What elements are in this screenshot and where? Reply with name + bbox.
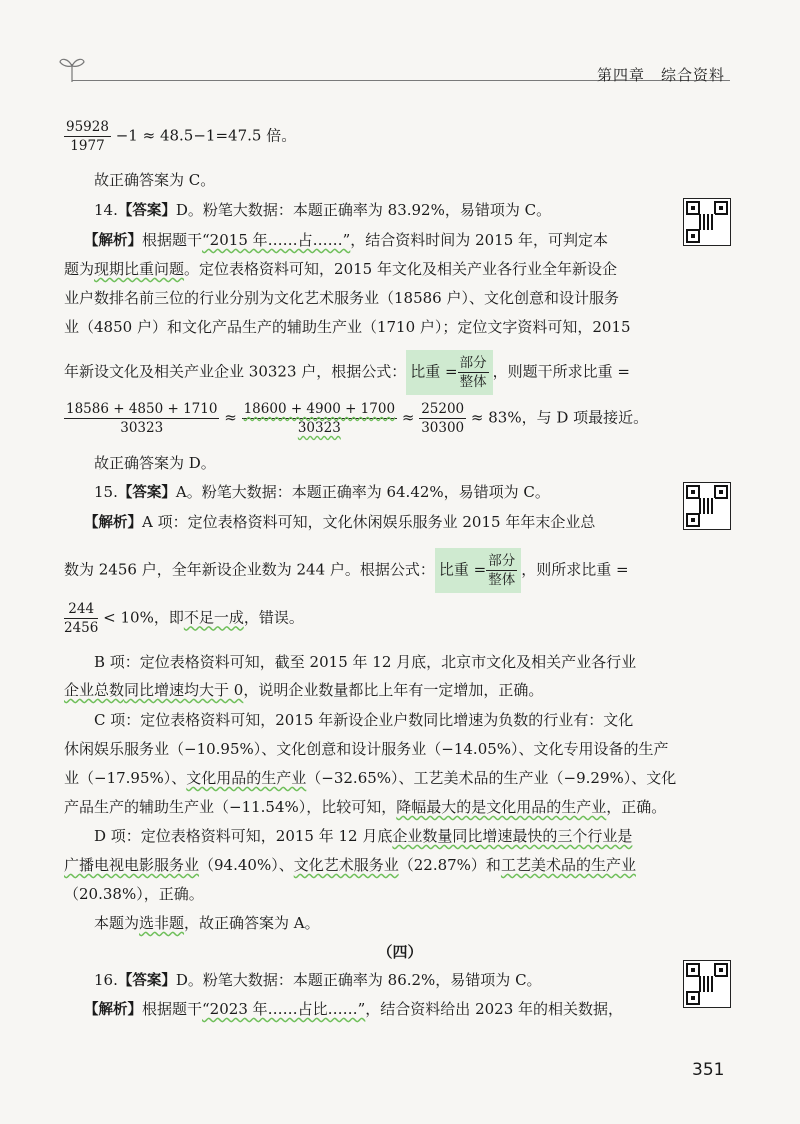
text-line: 企业总数同比增速均大于 0，说明企业数量都比上年有一定增加，正确。: [64, 681, 544, 699]
formula-line: $\frac{18586 + 4850 + 1710}{30323}$ ≈ $\frac{18600 + 4900 + 1700}{30323}$ ≈ $\frac{25200}{30300}$ ≈ 83%，与 D 项最接近。: [66, 401, 649, 436]
text-line: 业户数排名前三位的行业分别为文化艺术服务业（18586 户）、文化创意和设计服务: [64, 289, 619, 307]
text-line: 故正确答案为 C。: [94, 171, 216, 189]
text-line: 【解析】根据题干“2015 年……占……”，结合资料时间为 2015 年，可判定本: [84, 231, 609, 249]
text-line: 产品生产的辅助生产业（−11.54%），比较可知，降幅最大的是文化用品的生产业，正确。: [64, 798, 667, 816]
text-line: 【解析】根据题干“2023 年……占比……”，结合资料给出 2023 年的相关数据，: [84, 1000, 624, 1018]
text-line: 题为现期比重问题。定位表格资料可知，2015 年文化及相关产业各行业全年新设企: [64, 260, 617, 278]
text-line: 休闲娱乐服务业（−10.95%）、文化创意和设计服务业（−14.05%）、文化专用设备的生产: [64, 740, 669, 758]
page-number: 351: [692, 1060, 725, 1080]
text-line: 数为 2456 户，全年新设企业数为 244 户。根据公式： 比重 = $\frac{\text{部分}}{\text{整体}}$ ，则所求比重 =: [64, 548, 629, 593]
text-line: 广播电视电影服务业（94.40%）、文化艺术服务业（22.87%）和工艺美术品的生产业: [64, 856, 636, 874]
chapter-title: 第四章 综合资料: [597, 66, 726, 84]
formula-highlight: 比重 = $\frac{\text{部分}}{\text{整体}}$: [406, 350, 492, 395]
text-line: （20.38%），正确。: [64, 885, 204, 903]
fraction: $\frac{18600 + 4900 + 1700}{30323}$: [243, 401, 396, 436]
question-15-header: 15.【答案】A。粉笔大数据：本题正确率为 64.42%，易错项为 C。: [94, 483, 550, 501]
text-span: −1 ≈ 48.5−1=47.5 倍。: [115, 126, 297, 145]
qr-code-icon[interactable]: [683, 960, 731, 1008]
text-line: C 项：定位表格资料可知，2015 年新设企业户数同比增速为负数的行业有：文化: [94, 711, 634, 729]
text-line: 本题为选非题，故正确答案为 A。: [94, 914, 320, 932]
formula-highlight: 比重 = $\frac{\text{部分}}{\text{整体}}$: [435, 548, 521, 593]
text-line: 故正确答案为 D。: [94, 454, 216, 472]
fraction: $\frac{244}{2456}$: [64, 601, 99, 636]
fraction: $\frac{25200}{30300}$: [421, 401, 465, 436]
text-line: [64, 118, 296, 155]
qr-code-icon[interactable]: [683, 198, 731, 246]
text-line: D 项：定位表格资料可知，2015 年 12 月底企业数量同比增速最快的三个行业是: [94, 827, 633, 845]
question-16-header: 16.【答案】D。粉笔大数据：本题正确率为 86.2%，易错项为 C。: [94, 971, 542, 989]
text-line: B 项：定位表格资料可知，截至 2015 年 12 月底，北京市文化及相关产业各行业: [94, 653, 637, 671]
question-14-header: 14.【答案】D。粉笔大数据：本题正确率为 83.92%，易错项为 C。: [94, 201, 552, 219]
text-line: 年新设文化及相关产业企业 30323 户，根据公式： 比重 = $\frac{\text{部分}}{\text{整体}}$ ，则题干所求比重 =: [64, 350, 630, 395]
text-line: 业（−17.95%）、文化用品的生产业（−32.65%）、工艺美术品的生产业（−9.29%）、文化: [64, 769, 677, 787]
qr-code-icon[interactable]: [683, 482, 731, 530]
text-line: 业（4850 户）和文化产品生产的辅助生产业（1710 户）；定位文字资料可知，2015: [64, 318, 631, 336]
header-rule: [72, 80, 592, 81]
text-line: 【解析】A 项：定位表格资料可知，文化休闲娱乐服务业 2015 年年末企业总: [84, 513, 596, 531]
section-heading: （四）: [377, 943, 423, 961]
fraction: $\frac{95928}{1977}$: [66, 119, 109, 154]
fraction: $\frac{18586 + 4850 + 1710}{30323}$: [66, 401, 218, 436]
formula-line: $\frac{244}{2456}$ < 10%，即不足一成，错误。: [64, 601, 304, 636]
